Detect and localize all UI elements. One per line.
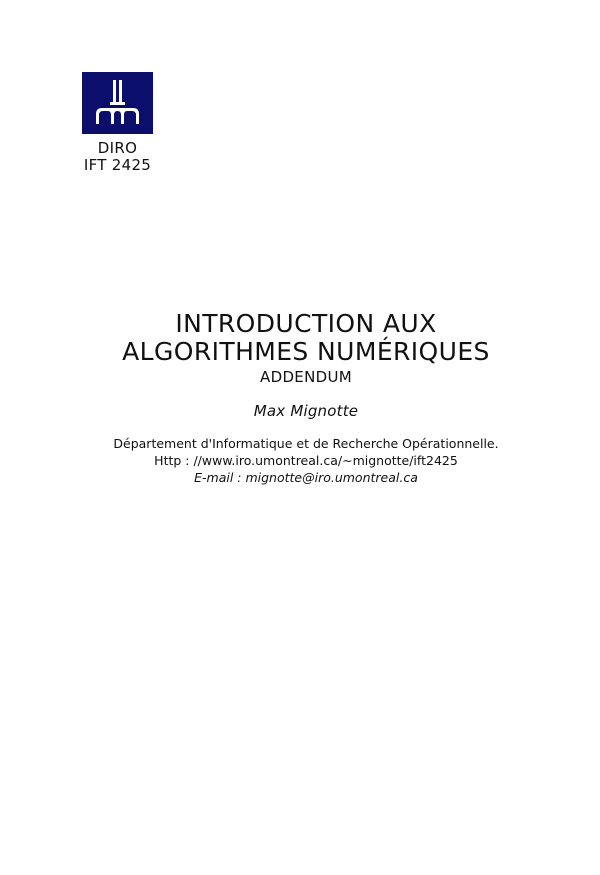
author-name: Max Mignotte xyxy=(253,402,359,420)
affiliation-block xyxy=(0,435,600,486)
department-name: Département d'Informatique et de Recherche Opérationnelle. xyxy=(113,436,499,451)
website-url[interactable]: Http : //www.iro.umontreal.ca/∼mignotte/ift2425 xyxy=(154,453,458,468)
email-address[interactable]: E-mail : mignotte@iro.umontreal.ca xyxy=(194,470,418,485)
subtitle: ADDENDUM xyxy=(260,368,352,386)
department-label: DIRO xyxy=(97,139,138,157)
diro-logo-icon xyxy=(82,72,153,134)
title-line-2: ALGORITHMES NUMÉRIQUES xyxy=(122,337,490,366)
title-line-1: INTRODUCTION AUX xyxy=(175,309,437,338)
course-code: IFT 2425 xyxy=(83,156,152,174)
diro-logo xyxy=(82,72,153,134)
title-block xyxy=(0,310,600,386)
